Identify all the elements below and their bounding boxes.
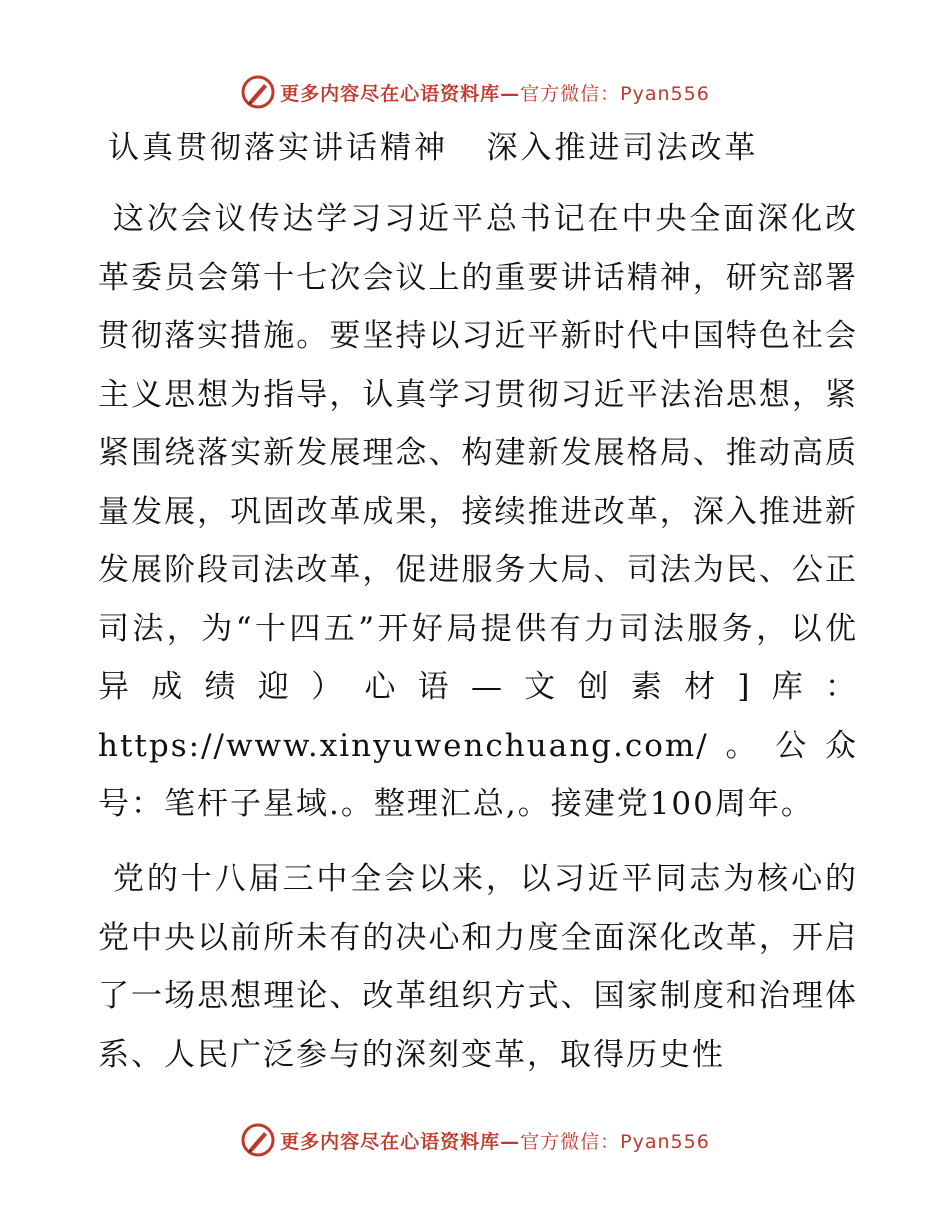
banner-text: 更多内容尽在心语资料库— bbox=[280, 82, 521, 105]
paragraph-2 bbox=[98, 850, 858, 1084]
banner-wechat: 官方微信：Pyan556 bbox=[520, 1130, 710, 1153]
paragraph-1-text: 这次会议传达学习习近平总书记在中央全面深化改革委员会第十七次会议上的重要讲话精神，研究部署贯彻落实措施。要坚持以习近平新时代中国特色社会主义思想为指导，认真学习贯彻习近平法治思想，紧紧围绕落实新发展理念、构建新发展格局、推动高质量发展，巩固改革成果，接续推进改革，深入推进新发展阶段司法改革，促进服务大局、司法为民、公正司法，为“十四五”开好局提供有力司法服务，以优异成绩迎）心语—文创素材]库：https://www.xinyuwenchuang.com/。公众号：笔杆子星域.。整理汇总,。接建党100周年。 bbox=[98, 201, 858, 822]
pen-logo-icon bbox=[240, 1122, 276, 1158]
header-watermark-banner bbox=[0, 70, 950, 114]
document-title: 认真贯彻落实讲话精神 深入推进司法改革 bbox=[108, 130, 759, 166]
banner-text: 更多内容尽在心语资料库— bbox=[280, 1130, 521, 1153]
banner-wechat: 官方微信：Pyan556 bbox=[520, 82, 710, 105]
paragraph-1 bbox=[98, 190, 858, 834]
footer-watermark-banner bbox=[0, 1118, 950, 1162]
paragraph-2-text: 党的十八届三中全会以来，以习近平同志为核心的党中央以前所未有的决心和力度全面深化改革，开启了一场思想理论、改革组织方式、国家制度和治理体系、人民广泛参与的深刻变革，取得历史性 bbox=[98, 861, 858, 1073]
pen-logo-icon bbox=[240, 74, 276, 110]
